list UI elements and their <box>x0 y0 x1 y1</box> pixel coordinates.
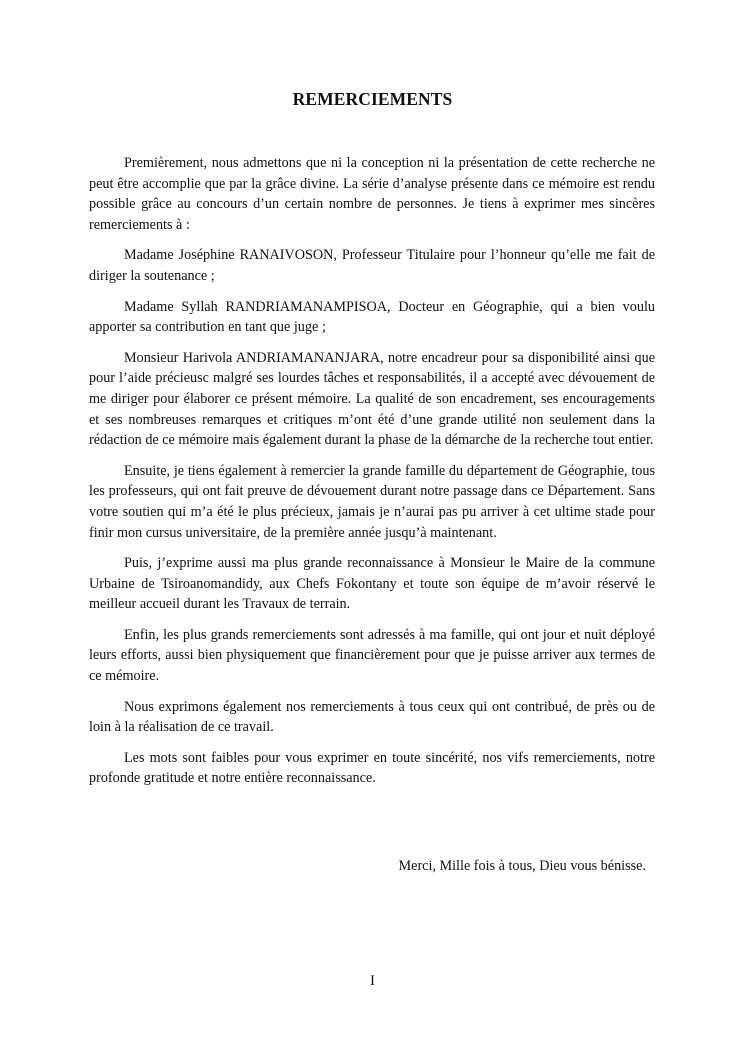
paragraph-gratitude: Les mots sont faibles pour vous exprimer en toute sincérité, nos vifs remerciements, notre profonde gratitude et notre entière reconnaissance. <box>89 749 655 787</box>
paragraph-ranaivoson: Madame Joséphine RANAIVOSON, Professeur Titulaire pour l’honneur qu’elle me fait de diriger la soutenance ; <box>89 247 655 284</box>
paragraph-contributors: Nous exprimons également nos remerciements à tous ceux qui ont contribué, de près ou de loin à la réalisation de ce travail. <box>89 698 655 736</box>
closing-line: Merci, Mille fois à tous, Dieu vous bénisse. <box>398 858 646 874</box>
page-title: REMERCIEMENTS <box>292 89 453 109</box>
paragraph-andriamananjara: Monsieur Harivola ANDRIAMANANJARA, notre encadreur pour sa disponibilité ainsi que pour l’aide précieusc malgré ses lourdes tâches et responsabilités, il a accepté avec dévouement de me diriger pour élaborer ce présent mémoire. La qualité de son encadrement, ses encouragements et ses nombreuses remarques et critiques m’ont été d’une grande utilité non seulement dans la rédaction de ce mémoire mais également durant la phase de la démarche de la recherche tout entier. <box>89 349 655 449</box>
paragraph-mayor: Puis, j’exprime aussi ma plus grande reconnaissance à Monsieur le Maire de la commune Urbaine de Tsiroanomandidy, aux Chefs Fokontany et toute son équipe de m’avoir réservé le meilleur accueil durant les Travaux de terrain. <box>89 555 655 613</box>
acknowledgements-body <box>89 153 655 799</box>
page-number: I <box>370 973 375 989</box>
paragraph-family: Enfin, les plus grands remerciements sont adressés à ma famille, qui ont jour et nuit déployé leurs efforts, aussi bien physiquement que financièrement pour que je puisse arriver aux termes de ce mémoire. <box>89 626 655 685</box>
paragraph-geography-department: Ensuite, je tiens également à remercier la grande famille du département de Géographie, tous les professeurs, qui ont fait preuve de dévouement durant notre passage dans ce Département. Sans votre soutien qui m’a été le plus précieux, jamais je n’aurai pas pu arriver à cet ultime stade pour finir mon cursus universitaire, de la première année jusqu’à maintenant. <box>89 462 655 541</box>
paragraph-randriamanampisoa: Madame Syllah RANDRIAMANAMPISOA, Docteur en Géographie, qui a bien voulu apporter sa contribution en tant que juge ; <box>89 298 655 336</box>
paragraph-introduction: Premièrement, nous admettons que ni la conception ni la présentation de cette recherche ne peut être accomplie que par la grâce divine. La série d’analyse présente dans ce mémoire est rendu possible grâce au concours d’un certain nombre de personnes. Je tiens à exprimer mes sincères remerciements à : <box>89 155 655 233</box>
